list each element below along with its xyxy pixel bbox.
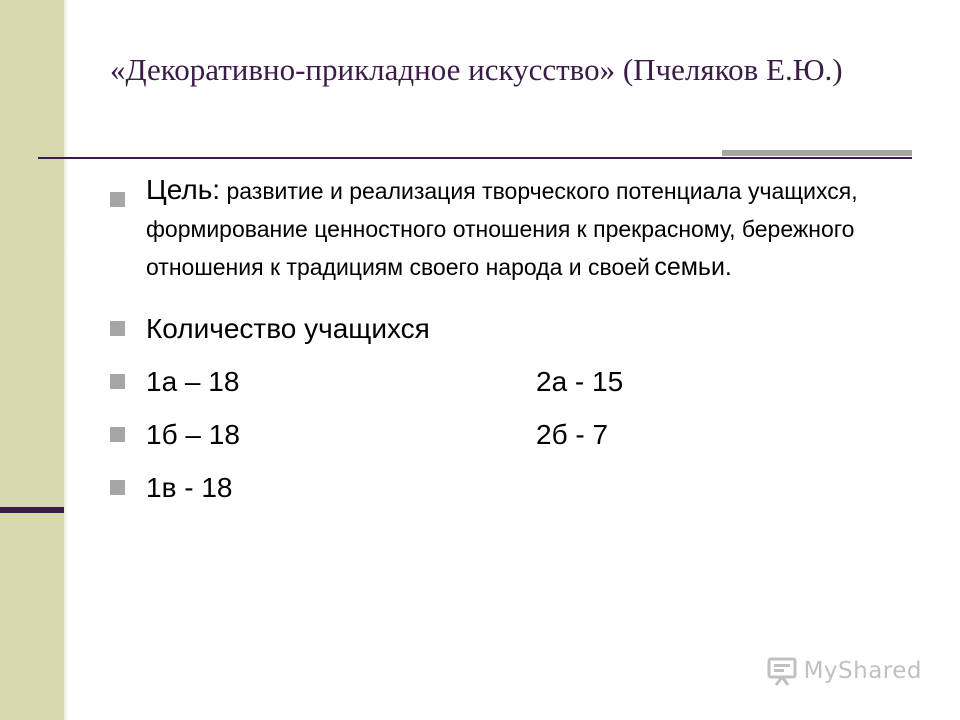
square-bullet-icon	[110, 374, 125, 389]
class-count-col1: 1в - 18	[146, 472, 233, 503]
title-rule-accent	[722, 150, 912, 156]
square-bullet-icon	[110, 427, 125, 442]
goal-bullet	[110, 172, 910, 286]
goal-text-end: семьи.	[654, 253, 732, 281]
class-count-col1: 1а – 18	[146, 366, 240, 397]
class-count-col2: 2б - 7	[536, 419, 609, 450]
presentation-board-icon	[766, 655, 798, 687]
left-band-shadow	[64, 0, 68, 720]
slide-title: «Декоративно-прикладное искусство» (Пчеляков Е.Ю.)	[110, 52, 843, 87]
square-bullet-icon	[110, 192, 125, 207]
title-rule	[38, 157, 912, 159]
class-count-col2: 2а - 15	[536, 366, 624, 397]
left-accent-bar	[0, 507, 64, 513]
class-row	[110, 355, 910, 408]
watermark	[766, 655, 922, 687]
brand-name: MyShared	[803, 658, 922, 684]
bullet-list	[110, 172, 910, 514]
left-decorative-band	[0, 0, 64, 720]
count-heading: Количество учащихся	[146, 313, 430, 344]
class-count-col1: 1б – 18	[146, 419, 240, 450]
goal-label: Цель:	[146, 174, 221, 205]
class-row	[110, 461, 910, 514]
square-bullet-icon	[110, 321, 125, 336]
count-heading-bullet	[110, 302, 910, 355]
goal-text: развитие и реализация творческого потенциала учащихся, формирование ценностного отношения к прекрасному, бережного отношения к традициям своего народа и своей	[146, 178, 858, 280]
square-bullet-icon	[110, 480, 125, 495]
class-row	[110, 408, 910, 461]
